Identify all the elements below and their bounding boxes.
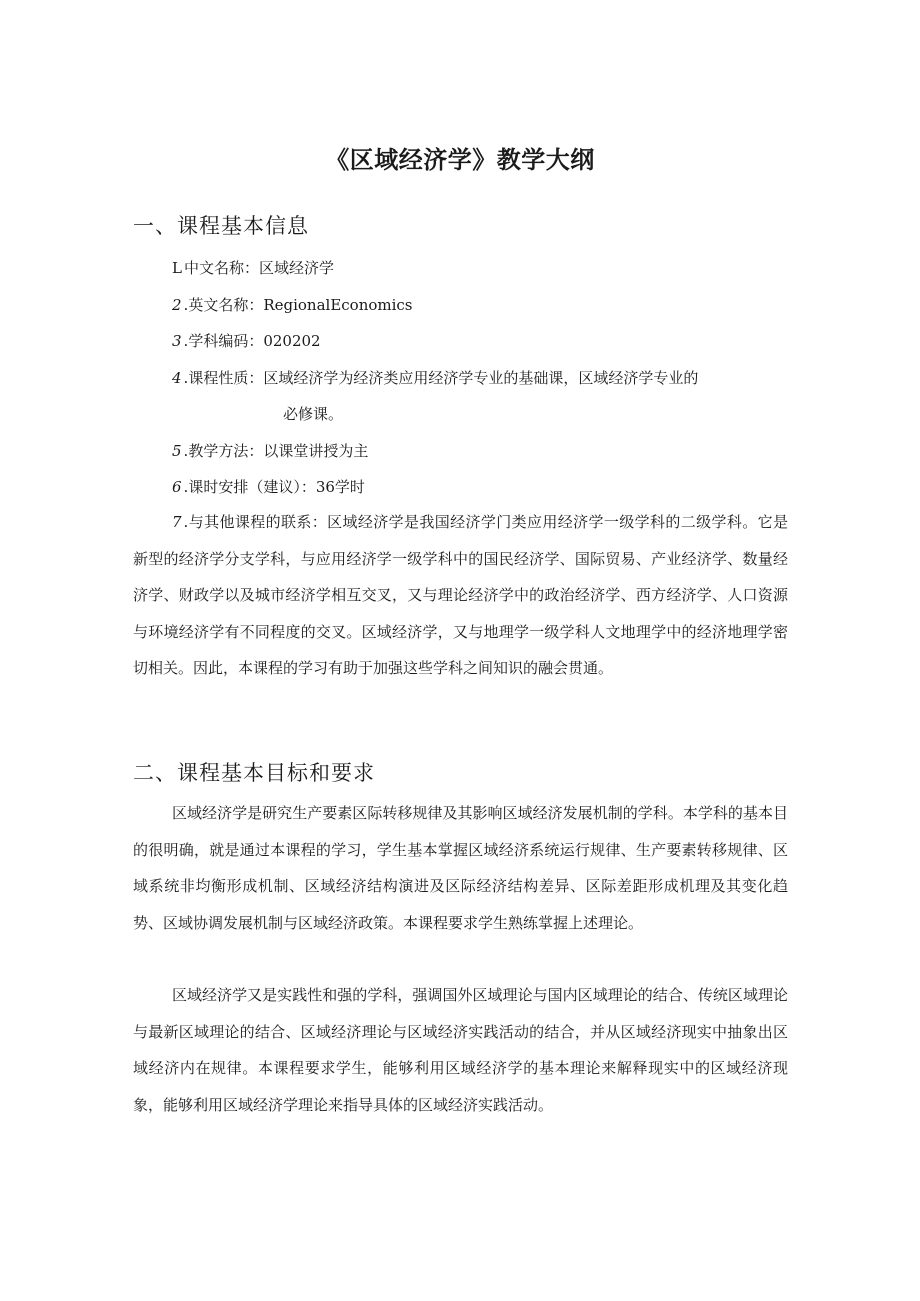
info-item-class-hours (172, 477, 365, 497)
paragraph-objectives-1: 区域经济学是研究生产要素区际转移规律及其影响区域经济发展机制的学科。本学科的基本目的很明确，就是通过本课程的学习，学生基本掌握区域经济系统运行规律、生产要素转移规律、区域系统非均衡形成机制、区域经济结构演进及区际经济结构差异、区际差距形成机理及其变化趋势、区域协调发展机制与区域经济政策。本课程要求学生熟练掌握上述理论。 (133, 804, 788, 932)
item-number: 7 (172, 513, 182, 531)
info-item-related-courses (133, 504, 788, 687)
item-number: 2 (172, 296, 182, 314)
info-item-subject-code (172, 331, 321, 351)
paragraph-objectives-2: 区域经济学又是实践性和强的学科，强调国外区域理论与国内区域理论的结合、传统区域理论与最新区域理论的结合、区域经济理论与区域经济实践活动的结合，并从区域经济现实中抽象出区域经济内在规律。本课程要求学生，能够利用区域经济学的基本理论来解释现实中的区域经济现象，能够利用区域经济学理论来指导具体的区域经济实践活动。 (133, 986, 788, 1114)
info-item-chinese-name (172, 258, 334, 278)
item-text: .课时安排（建议）：36学时 (183, 478, 365, 496)
item-number: L (172, 259, 182, 277)
info-item-course-nature-continued: 必修课。 (283, 405, 344, 423)
item-number: 4 (172, 369, 182, 387)
item-number: 3 (172, 332, 182, 350)
section-heading-objectives: 二、课程基本目标和要求 (133, 761, 375, 785)
item-text: .教学方法：以课堂讲授为主 (183, 442, 369, 460)
item-number: 6 (172, 478, 182, 496)
section-heading-basic-info: 一、课程基本信息 (133, 214, 309, 238)
item-text: .课程性质：区域经济学为经济类应用经济学专业的基础课，区域经济学专业的 (183, 369, 699, 387)
info-item-course-nature (172, 368, 698, 388)
item-text: 中文名称：区域经济学 (183, 259, 334, 277)
item-text: .英文名称：RegionalEconomics (183, 296, 413, 314)
document-title: 《区域经济学》教学大纲 (325, 146, 595, 174)
info-item-teaching-method (172, 441, 368, 461)
item-text: .学科编码：020202 (183, 332, 321, 350)
info-item-english-name (172, 295, 413, 315)
item-number: 5 (172, 442, 182, 460)
item-text: .与其他课程的联系：区域经济学是我国经济学门类应用经济学一级学科的二级学科。它是新型的经济学分支学科，与应用经济学一级学科中的国民经济学、国际贸易、产业经济学、数量经济学、财政学以及城市经济学相互交叉，又与理论经济学中的政治经济学、西方经济学、人口资源与环境经济学有不同程度的交叉。区域经济学，又与地理学一级学科人文地理学中的经济地理学密切相关。因此，本课程的学习有助于加强这些学科之间知识的融会贯通。 (133, 513, 788, 677)
